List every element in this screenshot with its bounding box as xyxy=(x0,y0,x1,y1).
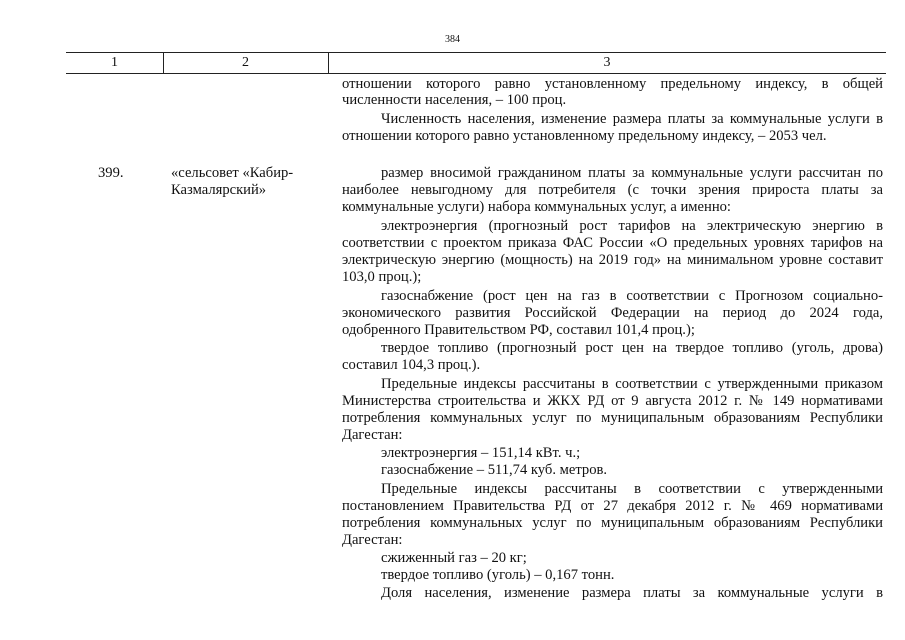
entry-text-line: коммунальные услуги) набора коммунальных услуг, а именно: xyxy=(342,199,731,215)
entry-text-line: 103,0 проц.); xyxy=(342,269,422,285)
table-header-rule xyxy=(66,73,886,74)
entry-text-line: потребления коммунальных услуг по муниципальным образованиям Республики xyxy=(342,410,883,426)
entry-text-line: электроэнергия (прогнозный рост тарифов на электрическую энергию в xyxy=(381,218,883,234)
entry-text-line: соответствии с проектом приказа ФАС России «О предельных уровнях тарифов на xyxy=(342,235,883,251)
entry-text-line: потребления коммунальных услуг по муниципальным образованиям Республики xyxy=(342,515,883,531)
entry-name-line: Казмалярский» xyxy=(171,182,267,198)
column-number-2: 2 xyxy=(242,55,249,70)
entry-text-line: размер вносимой гражданином платы за коммунальные услуги рассчитан по xyxy=(381,165,883,181)
entry-text-line: газоснабжение – 511,74 куб. метров. xyxy=(381,462,608,478)
continuation-line: численности населения, – 100 проц. xyxy=(342,92,567,108)
continuation-line: отношении которого равно установленному предельному индексу, – 2053 чел. xyxy=(342,128,827,144)
page-number: 384 xyxy=(445,34,460,45)
entry-text-line: электрическую энергию (мощность) на 2019 год» на минимальном уровне составит xyxy=(342,252,883,268)
entry-text-line: Доля населения, изменение размера платы за коммунальные услуги в xyxy=(381,585,883,601)
entry-text-line: Дагестан: xyxy=(342,532,403,548)
entry-text-line: Дагестан: xyxy=(342,427,403,443)
entry-text-line: твердое топливо (уголь) – 0,167 тонн. xyxy=(381,567,615,583)
entry-text-line: Министерства строительства и ЖКХ РД от 9 августа 2012 г. № 149 нормативами xyxy=(342,393,883,409)
entry-name-line: «сельсовет «Кабир- xyxy=(171,165,294,181)
entry-text-line: экономического развития Российской Федерации на период до 2024 года, xyxy=(342,305,883,321)
continuation-line: отношении которого равно установленному предельному индексу, в общей xyxy=(342,76,883,92)
entry-text-line: Предельные индексы рассчитаны в соответствии с утвержденными приказом xyxy=(381,376,883,392)
continuation-line: Численность населения, изменение размера платы за коммунальные услуги в xyxy=(381,111,883,127)
entry-number: 399. xyxy=(98,165,124,181)
column-number-1: 1 xyxy=(111,55,118,70)
table-top-rule xyxy=(66,52,886,53)
entry-text-line: Предельные индексы рассчитаны в соответствии с утвержденными xyxy=(381,481,883,497)
entry-text-line: твердое топливо (прогнозный рост цен на твердое топливо (уголь, дрова) xyxy=(381,340,883,356)
entry-text-line: постановлением Правительства РД от 27 декабря 2012 г. № 469 нормативами xyxy=(342,498,883,514)
entry-text-line: газоснабжение (рост цен на газ в соответствии с Прогнозом социально- xyxy=(381,288,883,304)
entry-text-line: сжиженный газ – 20 кг; xyxy=(381,550,527,566)
entry-text-line: одобренного Правительством РФ, составил 101,4 проц.); xyxy=(342,322,695,338)
entry-text-line: составил 104,3 проц.). xyxy=(342,357,481,373)
column-number-3: 3 xyxy=(603,55,611,70)
entry-text-line: электроэнергия – 151,14 кВт. ч.; xyxy=(381,445,581,461)
entry-text-line: наиболее невыгодному для потребителя (с точки зрения прироста платы за xyxy=(342,182,883,198)
